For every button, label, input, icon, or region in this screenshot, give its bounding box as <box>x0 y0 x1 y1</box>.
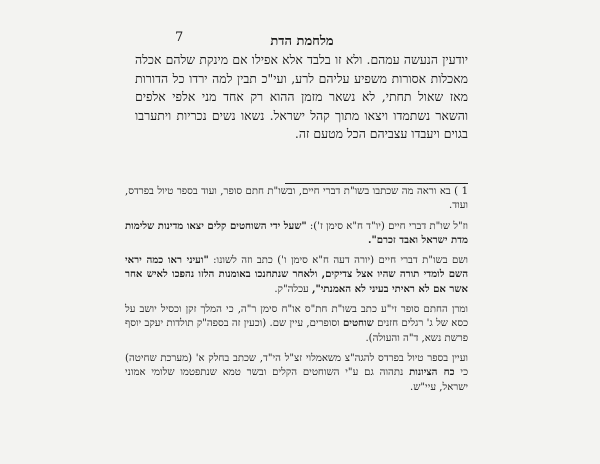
footnote-5-text-a: ועיין בספר טיול בפרדס להגה"צ משאמלוי זצ"ל הי"ד, שכתב בחלק א' (מערכת שחיטה) כי <box>125 352 469 379</box>
running-header-title: מלחמת הדת <box>270 34 334 49</box>
footnote-2 <box>125 220 468 249</box>
footnote-1: 1 ) בא וראה מה שכתבו בשו"ת דברי חיים, ובשו"ת חתם סופר, ועוד בספר טיול בפרדס, ועוד. <box>125 186 468 212</box>
footnote-5-bold: כח הציונות <box>409 367 455 379</box>
footnote-4-text-b: וסופרים, עיין שם. (וכעין זה בספה"ק תולדות יעקב יוסף פרשת נשא, ד"ה והעולה). <box>125 318 468 344</box>
footnote-2-text: וז"ל שו"ת דברי חיים (יו"ד ח"א סימן ז'): <box>306 220 468 232</box>
footnote-5-text-b: נתהוה גם ע"י השוחטים הקלים ובשר טמא שנתפטמו שלומי אמוני ישראל, עיי"ש. <box>125 367 468 393</box>
footnote-2-quote: "שעל ידי השוחטים קלים יצאו מדינות שלימות מדת ישראל ואבד זכרם". <box>125 220 468 246</box>
footnote-5 <box>125 352 468 395</box>
footnote-3-intro: ושם בשו"ת דברי חיים (יורה דעה ח"א סימן ו') כתב וזה לשונו: <box>208 255 469 267</box>
main-text <box>135 51 468 144</box>
body-paragraph: יודעין הנעשה עמהם. ולא זו בלבד אלא אפילו אם מינקת שלהם אכלה מאכלות אסורות משפיע עליהם לרע, ועי"כ תבין למה ירדו כל הדורות מאז שאול תחתי, לא נשאר מזמן ההוא רק אחד מני אלפי אלפים והשאר נשתמדו ויצאו מתוך קהל ישראל. נשאו נשים נכריות ויתערבו בגוים ויעבדו עצביהם הכל מטעם זה. <box>135 52 468 142</box>
footnote-4 <box>125 303 468 346</box>
footnotes-section <box>125 185 468 401</box>
page-number: 7 <box>175 30 184 45</box>
footnote-divider <box>285 183 468 184</box>
footnote-4-bold: שוחטים <box>343 318 374 330</box>
footnote-3-end: עכלה"ק. <box>274 283 312 295</box>
footnote-4-text-a: ומרן החתם סופר זי"ע כתב בשו"ת חת"ס או"ח סימן ר"ה, כי המלך זקן וכסיל יושב על כסא של ג' רגלים חזנים <box>125 304 468 330</box>
footnote-3 <box>125 254 468 297</box>
footnote-3-quote: "ועיני ראו כמה יראי השם לומדי תורה שהיו אצל צדיקים, ולאחר שנתחנכו באומנות הלזו נהפכו לאיש אחר אשר אם לא ראיתי בעיני לא האמנתי", <box>125 255 468 295</box>
